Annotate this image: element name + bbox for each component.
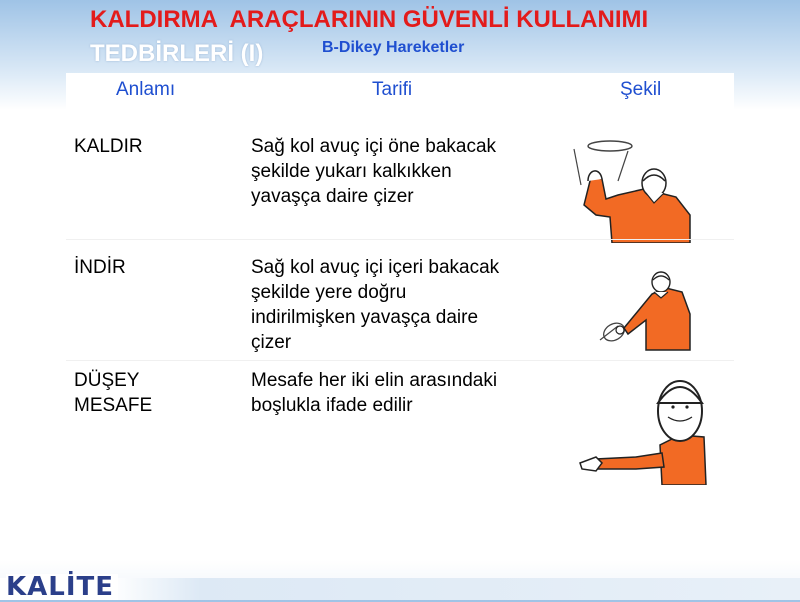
row-2-desc [251, 255, 551, 355]
row-3-name-line: DÜŞEY [74, 370, 140, 391]
row-2-desc-line: çizer [251, 332, 292, 353]
header-tarifi: Tarifi [372, 79, 413, 100]
header-anlami: Anlamı [116, 79, 176, 100]
row-3-desc [251, 368, 551, 418]
row-3-name-line: MESAFE [74, 395, 153, 416]
header-sekil: Şekil [620, 79, 662, 100]
footer-bar [0, 578, 800, 600]
table-row [66, 240, 734, 360]
row-1-desc-line: şekilde yukarı kalkıkken [251, 161, 452, 182]
row-1-name [74, 134, 234, 159]
row-1-desc-line: yavaşça daire çizer [251, 186, 414, 207]
row-1-desc [251, 134, 551, 209]
kalite-logo: KALİTE [6, 574, 118, 600]
title-line-2: TEDBİRLERİ (I) [90, 40, 264, 67]
row-3-desc-line: boşlukla ifade edilir [251, 395, 413, 416]
table-row [66, 109, 734, 239]
signals-table [66, 73, 734, 503]
row-3-name [74, 368, 234, 418]
row-2-desc-line: Sağ kol avuç içi içeri bakacak [251, 257, 500, 278]
row-2-desc-line: indirilmişken yavaşça daire [251, 307, 479, 328]
table-row [66, 361, 734, 501]
title-line-1: KALDIRMA ARAÇLARININ GÜVENLİ KULLANIMI [90, 6, 649, 33]
worker-hands-distance-icon [576, 371, 726, 485]
worker-raising-arm-circle-icon [566, 137, 726, 243]
row-3-desc-line: Mesafe her iki elin arasındaki [251, 370, 498, 391]
row-2-name-line: İNDİR [74, 257, 126, 278]
row-1-desc-line: Sağ kol avuç içi öne bakacak [251, 136, 497, 157]
row-1-name-line: KALDIR [74, 136, 143, 157]
row-2-name [74, 255, 234, 280]
table-header-row [66, 73, 734, 109]
row-2-desc-line: şekilde yere doğru [251, 282, 407, 303]
worker-lowered-arm-circle-icon [594, 270, 724, 360]
subtitle: B-Dikey Hareketler [322, 39, 465, 56]
